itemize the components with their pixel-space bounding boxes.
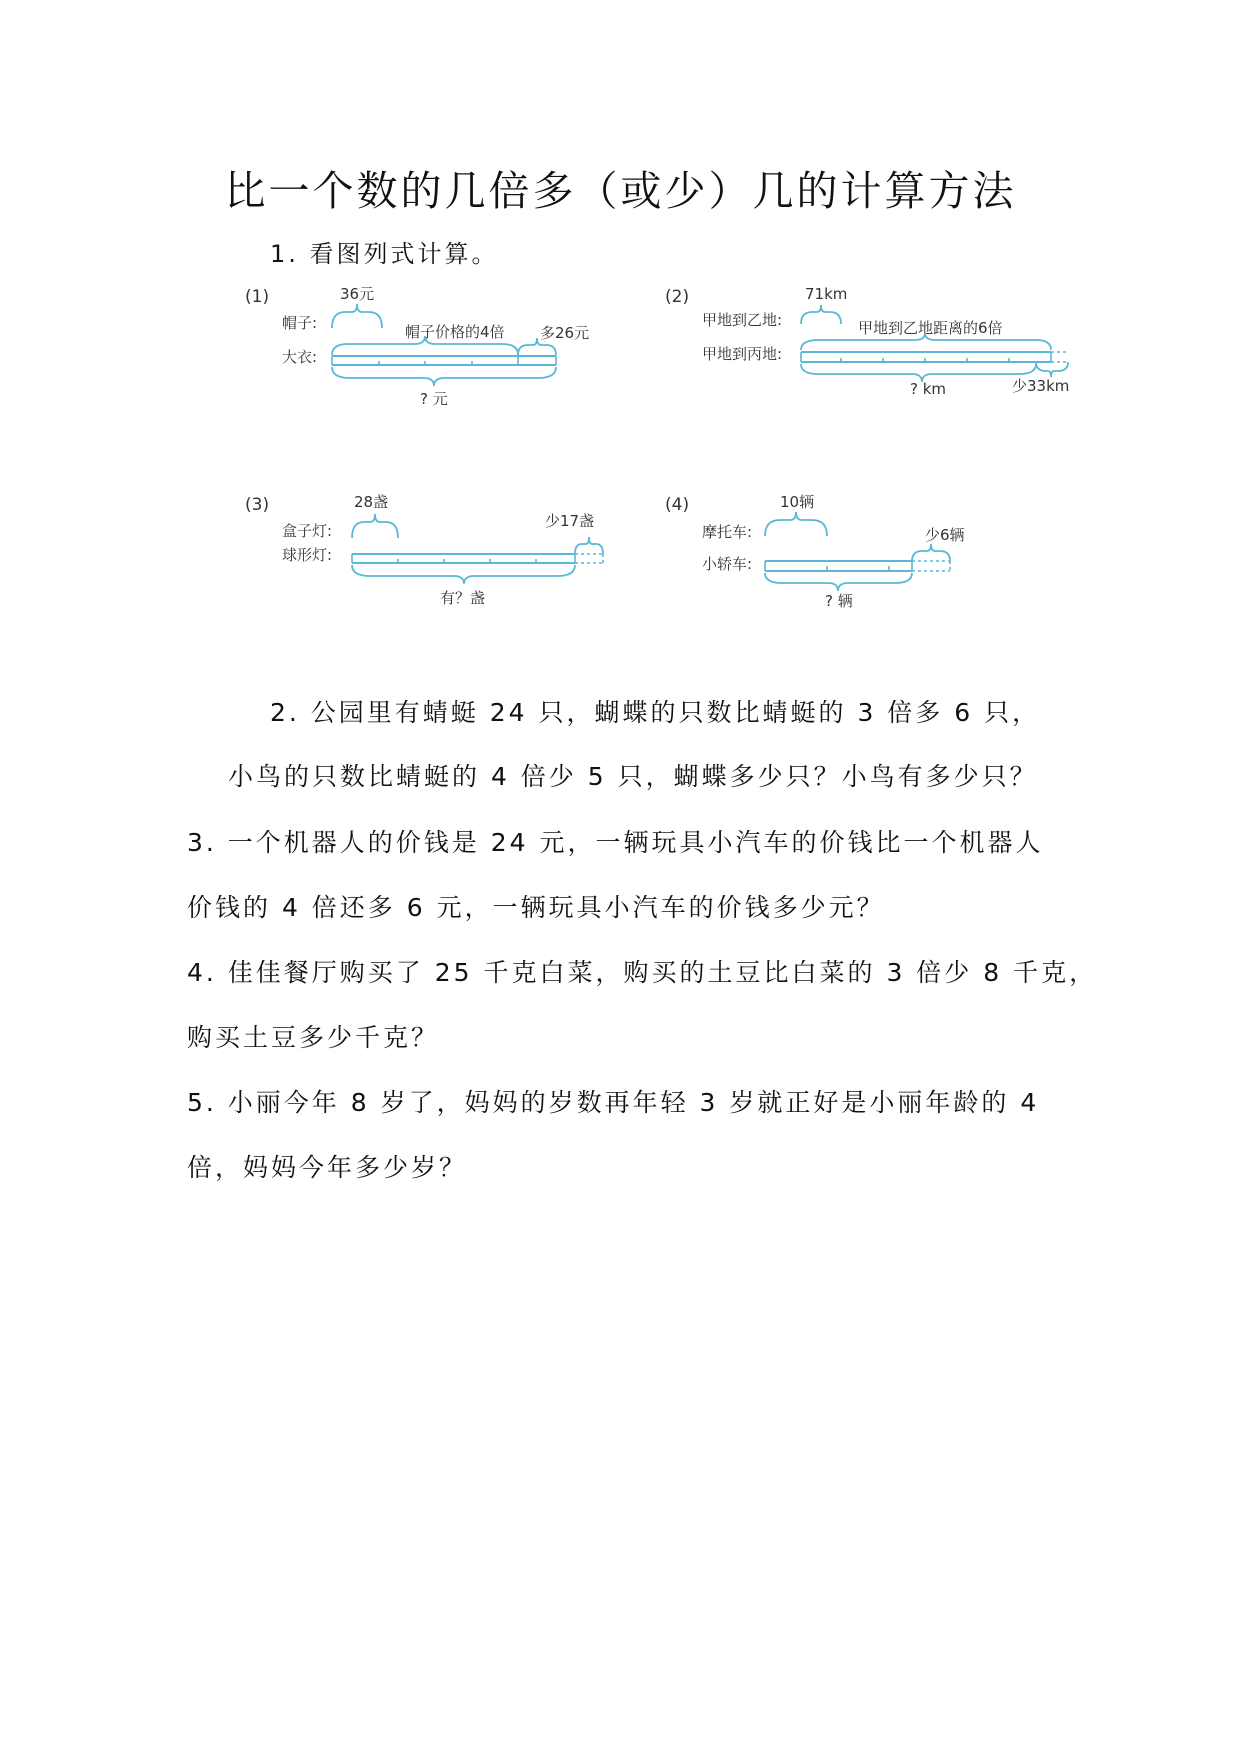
- diagram-4-top-brace: [765, 512, 827, 536]
- diagram-4-less-label: 少6辆: [925, 526, 965, 544]
- diagram-3-bottom-label: 有？盏: [440, 589, 486, 607]
- problem-4-line-1: 4. 佳佳餐厅购买了 25 千克白菜，购买的土豆比白菜的 3 倍少 8 千克，: [187, 958, 1098, 987]
- diagram-4-number: (4): [665, 495, 690, 515]
- diagram-3-number: (3): [245, 495, 270, 515]
- diagram-1-top-brace: [332, 304, 382, 328]
- diagram-1-top-amount: 36元: [340, 285, 375, 303]
- diagram-1-bottom-brace: [332, 367, 556, 386]
- diagram-2-number: (2): [665, 287, 690, 307]
- problem-2-line-1: 2. 公园里有蜻蜓 24 只，蝴蝶的只数比蜻蜓的 3 倍多 6 只，: [270, 698, 1041, 727]
- diagram-2-multiple-label: 甲地到乙地距离的6倍: [858, 319, 1003, 337]
- question-1-heading: 1. 看图列式计算。: [270, 240, 499, 268]
- diagram-3-less-label: 少17盏: [545, 512, 595, 530]
- diagram-1-row1-label: 帽子:: [282, 314, 318, 332]
- diagram-4-top-amount: 10辆: [780, 493, 815, 511]
- page-title: 比一个数的几倍多（或少）几的计算方法: [224, 167, 1017, 215]
- problem-5-line-1: 5. 小丽今年 8 岁了，妈妈的岁数再年轻 3 岁就正好是小丽年龄的 4: [187, 1088, 1040, 1117]
- diagram-1-number: (1): [245, 287, 270, 307]
- diagram-3-row2-label: 球形灯:: [282, 546, 333, 564]
- diagram-3-top-brace: [352, 514, 398, 538]
- diagram-2-less-label: 少33km: [1012, 377, 1070, 395]
- diagram-1-extra-label: 多26元: [540, 324, 590, 342]
- problem-3-line-2: 价钱的 4 倍还多 6 元，一辆玩具小汽车的价钱多少元？: [187, 893, 885, 922]
- diagram-4-less-brace: [912, 544, 950, 561]
- problem-2-line-2: 小鸟的只数比蜻蜓的 4 倍少 5 只，蝴蝶多少只？小鸟有多少只？: [228, 762, 1038, 791]
- diagram-2-row1-label: 甲地到乙地:: [702, 311, 783, 329]
- diagram-2-less-brace: [1036, 362, 1068, 377]
- diagram-3-bottom-brace: [352, 565, 575, 584]
- diagram-2: [660, 282, 1080, 412]
- diagram-1-multiple-label: 帽子价格的4倍: [405, 323, 505, 341]
- diagram-4-row2-label: 小轿车:: [702, 555, 753, 573]
- diagram-4-bottom-label: ? 辆: [825, 592, 853, 610]
- diagram-2-row2-label: 甲地到丙地:: [702, 345, 783, 363]
- diagram-2-multiple-brace: [801, 333, 1051, 350]
- diagram-2-top-brace: [801, 305, 841, 324]
- diagram-1-bottom-label: ? 元: [420, 390, 448, 408]
- diagram-4-bottom-brace: [765, 573, 912, 591]
- diagram-4: [660, 490, 1040, 610]
- diagram-2-bottom-label: ? km: [910, 380, 947, 398]
- diagram-3-row1-label: 盒子灯:: [282, 522, 333, 540]
- problem-3-line-1: 3. 一个机器人的价钱是 24 元，一辆玩具小汽车的价钱比一个机器人: [187, 828, 1044, 857]
- diagram-3: [240, 490, 620, 610]
- problem-5-line-2: 倍，妈妈今年多少岁？: [187, 1153, 468, 1182]
- diagram-3-less-brace: [575, 537, 603, 554]
- diagram-3-top-amount: 28盏: [354, 493, 389, 511]
- problem-4-line-2: 购买土豆多少千克？: [187, 1023, 440, 1052]
- diagram-4-row1-label: 摩托车:: [702, 523, 753, 541]
- diagram-2-top-amount: 71km: [805, 285, 848, 303]
- diagram-1: [240, 282, 620, 412]
- diagram-1-row2-label: 大衣:: [282, 348, 318, 366]
